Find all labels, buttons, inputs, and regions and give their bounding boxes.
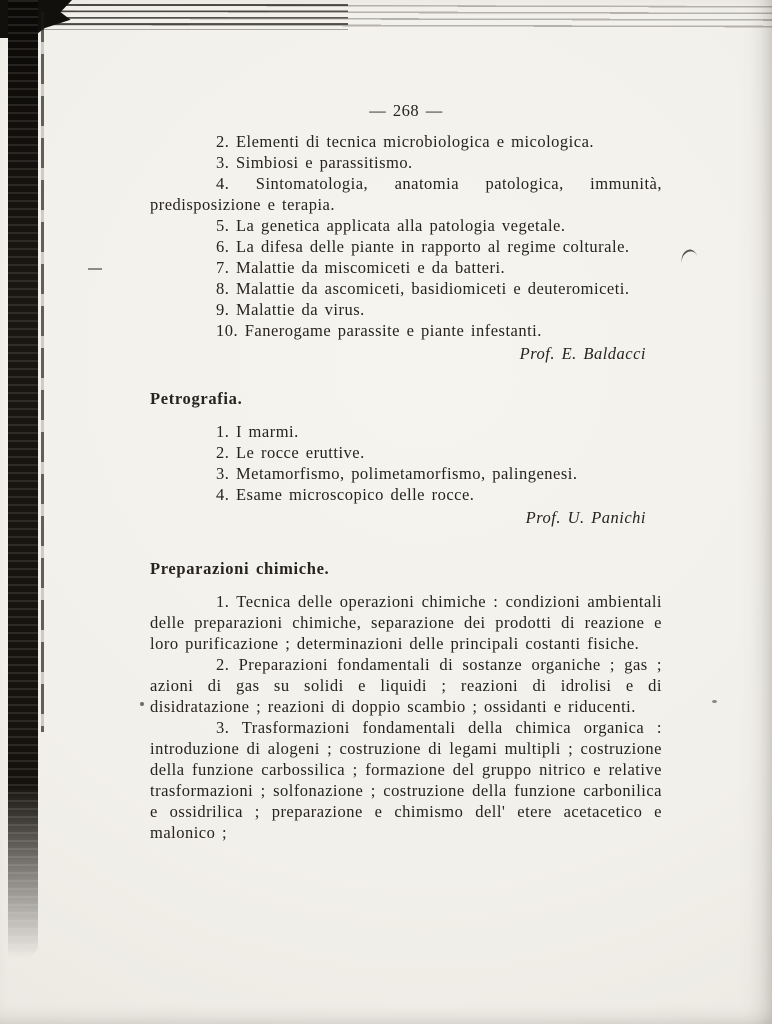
ink-dash-artifact [88, 268, 102, 270]
ink-dot-artifact [140, 702, 144, 706]
list-item: 2. Le rocce eruttive. [216, 443, 365, 462]
list-item: 2. Elementi di tecnica microbiologica e micologica. [216, 132, 595, 151]
scan-rule-lines-dark-artifact [28, 4, 348, 30]
ink-mark-artifact [679, 248, 699, 265]
book-binding-line-artifact [41, 12, 44, 732]
list-item: 3. Simbiosi e parassitismo. [216, 153, 413, 172]
list-item: 4. Sintomatologia, anatomia patologica, immunità, predisposizione e terapia. [150, 174, 662, 214]
list-item: 1. I marmi. [216, 422, 299, 441]
list-item: 6. La difesa delle piante in rapporto al regime colturale. [216, 237, 630, 256]
list-item: 3. Metamorfismo, polimetamorfismo, palingenesi. [216, 464, 578, 483]
list-item: 10. Fanerogame parassite e piante infestanti. [216, 321, 542, 340]
list-item: 7. Malattie da miscomiceti e da batteri. [216, 258, 506, 277]
body-paragraph: 2. Preparazioni fondamentali di sostanze organiche ; gas ; azioni di gas su solidi e liquidi ; reazioni di idrolisi e di disidratazione ; reazioni di doppio scambio ; ossidanti e riducenti. [150, 655, 662, 716]
page-number: — 268 — [369, 101, 443, 120]
scan-rule-lines-artifact [28, 4, 772, 29]
body-paragraph: 1. Tecnica delle operazioni chimiche : condizioni ambientali delle preparazioni chimiche, separazione dei prodotti di reazione e loro purificazione ; determinazioni delle principali costanti fisiche. [150, 592, 662, 653]
body-paragraph: 3. Trasformazioni fondamentali della chimica organica : introduzione di alogeni ; costruzione di legami multipli ; costruzione della funzione carbossilica ; formazione del gruppo nitrico e relative trasformazioni ; solfonazione ; costruzione della funzione carbonilica e ossidrilica ; preparazione e chimismo dell' etere acetacetico e malonico ; [150, 718, 662, 842]
list-item: 5. La genetica applicata alla patologia vegetale. [216, 216, 566, 235]
professor-signature-baldacci: Prof. E. Baldacci [519, 344, 646, 363]
page-content [150, 100, 662, 843]
section-heading-preparazioni-chimiche: Preparazioni chimiche. [150, 559, 330, 578]
scan-corner-blot-artifact [0, 0, 72, 38]
list-item: 9. Malattie da virus. [216, 300, 365, 319]
section-heading-petrografia: Petrografia. [150, 389, 243, 408]
ink-dot-artifact [712, 700, 717, 703]
book-binding-edge-artifact [8, 0, 38, 958]
list-item: 4. Esame microscopico delle rocce. [216, 485, 475, 504]
professor-signature-panichi: Prof. U. Panichi [525, 508, 646, 527]
list-item: 8. Malattie da ascomiceti, basidiomiceti e deuteromiceti. [216, 279, 630, 298]
